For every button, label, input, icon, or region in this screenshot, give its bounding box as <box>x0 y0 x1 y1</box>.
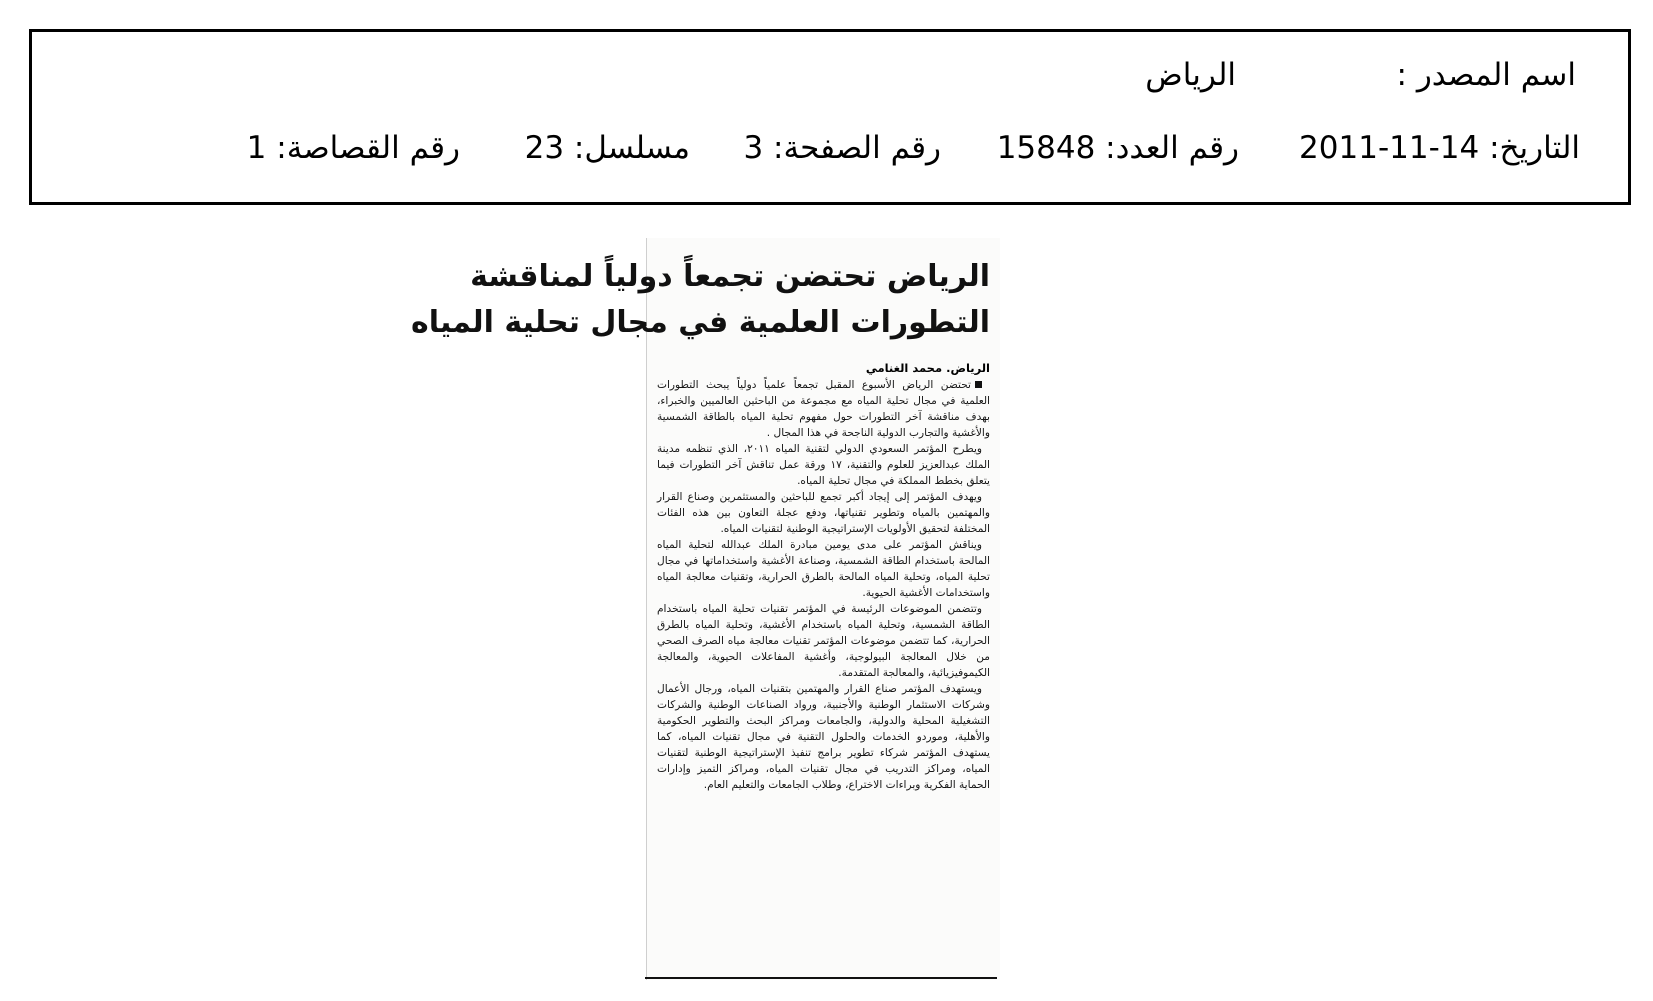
bullet-icon <box>975 381 982 388</box>
date-field: التاريخ: 14-11-2011 <box>1299 130 1580 166</box>
source-label: اسم المصدر : <box>1396 57 1576 93</box>
page-number-field: رقم الصفحة: 3 <box>743 130 941 166</box>
article-paragraph: ويطرح المؤتمر السعودي الدولي لتقنية المياه ٢٠١١، الذي تنظمه مدينة الملك عبدالعزيز للعلوم والتقنية، ١٧ ورقة عمل تناقش آخر التطورات فيما يتعلق بخطط المملكة في مجال تحلية المياه. <box>657 443 990 487</box>
source-value: الرياض <box>1145 57 1236 93</box>
article-paragraph: تحتضن الرياض الأسبوع المقبل تجمعاً علمياً دولياً يبحث التطورات العلمية في مجال تحلية المياه مع مجموعة من الباحثين العالميين والخبراء، بهدف مناقشة آخر التطورات حول مفهوم تحلية المياه بالطاقة الشمسية والأغشية والتجارب الدولية الناجحة في هذا المجال . <box>657 379 990 439</box>
article-body <box>657 377 990 793</box>
article-paragraph: وتتضمن الموضوعات الرئيسة في المؤتمر تقنيات تحلية المياه باستخدام الطاقة الشمسية، وتحلية المياه باستخدام الأغشية، وتحلية المياه بالطرق الحرارية، كما تتضمن موضوعات المؤتمر تقنيات معالجة مياه الصرف الصحي من خلال المعالجة البيولوجية، وأغشية المفاعلات الحيوية، والمعالجة الكيموفيزيائية، والمعالجة المتقدمة. <box>657 603 990 679</box>
article-paragraph: ويستهدف المؤتمر صناع القرار والمهتمين بتقنيات المياه، ورجال الأعمال وشركات الاستثمار الوطنية والأجنبية، ورواد الصناعات الوطنية والشركات التشغيلية المحلية والدولية، والجامعات ومراكز البحث والتطوير الحكومية والأهلية، وموردو الخدمات والحلول التقنية في مجال تقنيات المياه، كما يستهدف المؤتمر شركاء تطوير برامج تنفيذ الإستراتيجية الوطنية لتقنيات المياه، ومراكز التدريب في مجال تقنيات المياه، ومراكز التميز وإدارات الحماية الفكرية وبراءات الاختراع، وطلاب الجامعات والتعليم العام. <box>657 683 990 791</box>
clipping-bottom-rule <box>645 977 997 979</box>
serial-field: مسلسل: 23 <box>524 130 690 166</box>
article-headline <box>411 254 990 346</box>
headline-line-2: التطورات العلمية في مجال تحلية المياه <box>411 305 990 340</box>
issue-number-field: رقم العدد: 15848 <box>996 130 1239 166</box>
article-paragraph: ويهدف المؤتمر إلى إيجاد أكبر تجمع للباحثين والمستثمرين وصناع القرار والمهتمين بالمياه وتطوير تقنياتها، ودفع عجلة التعاون بين هذه الفئات المختلفة لتحقيق الأولويات الإستراتيجية الوطنية لتقنيات المياه. <box>657 491 990 535</box>
article-paragraph: ويناقش المؤتمر على مدى يومين مبادرة الملك عبدالله لتحلية المياه المالحة باستخدام الطاقة الشمسية، وصناعة الأغشية واستخداماتها في مجال تحلية المياه، وتحلية المياه المالحة بالطرق الحرارية، وتقنيات معالجة المياه واستخدامات الأغشية الحيوية. <box>657 539 990 599</box>
article-byline: الرياض. محمد الغنامي <box>865 361 990 375</box>
clip-number-field: رقم القصاصة: 1 <box>246 130 460 166</box>
clipping-header-box <box>29 29 1631 205</box>
headline-line-1: الرياض تحتضن تجمعاً دولياً لمناقشة <box>470 259 990 294</box>
newspaper-clipping <box>411 238 1000 980</box>
